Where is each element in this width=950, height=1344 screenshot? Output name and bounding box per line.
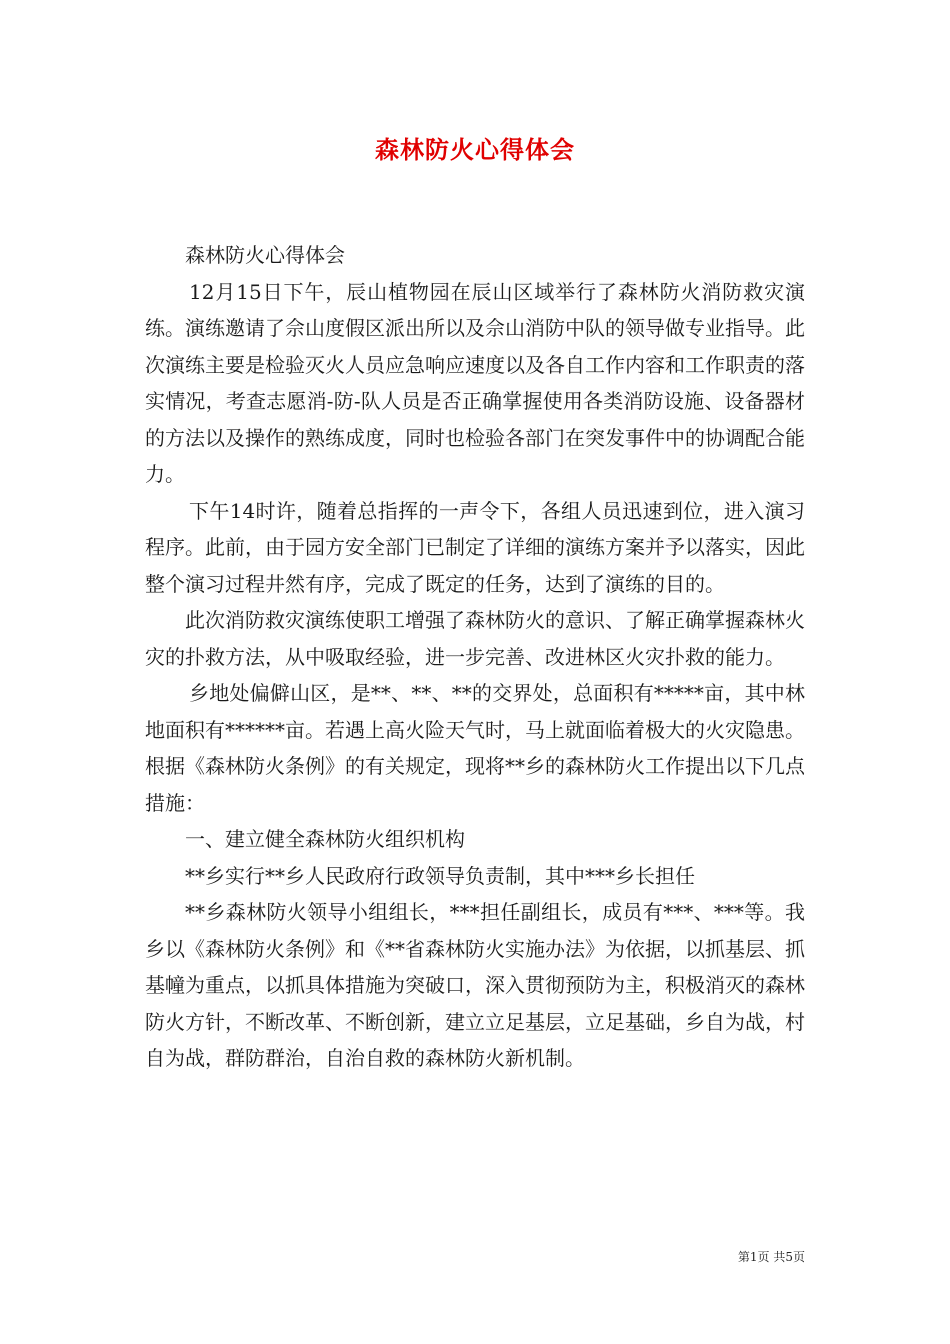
paragraph-heading: 森林防火心得体会 [185, 243, 345, 267]
paragraph: 下午14时许，随着总指挥的一声令下，各组人员迅速到位，进入演习程序。此前，由于园方安全部门已制定了详细的演练方案并予以落实，因此整个演习过程井然有序，完成了既定的任务，达到了演练的目的。 [145, 498, 805, 596]
page-number: 第1页 共5页 [737, 1250, 805, 1264]
paragraph: **乡森林防火领导小组组长，***担任副组长，成员有***、***等。我乡以《森林防火条例》和《**省森林防火实施办法》为依据，以抓基层、抓基幢为重点，以抓具体措施为突破口，深入贯彻预防为主，积极消灭的森林防火方针，不断改革、不断创新，建立立足基层，立足基础，乡自为战，村自为战，群防群治，自治自救的森林防火新机制。 [145, 900, 805, 1070]
paragraph: **乡实行**乡人民政府行政领导负责制，其中***乡长担任 [185, 863, 695, 888]
document-title: 森林防火心得体会 [375, 135, 575, 164]
paragraph: 此次消防救灾演练使职工增强了森林防火的意识、了解正确掌握森林火灾的扑救方法，从中吸取经验，进一步完善、改进林区火灾扑救的能力。 [145, 608, 805, 669]
section-heading: 一、建立健全森林防火组织机构 [185, 827, 465, 851]
paragraph: 乡地处偏僻山区，是**、**、**的交界处，总面积有*****亩，其中林地面积有******亩。若遇上高火险天气时，马上就面临着极大的火灾隐患。根据《森林防火条例》的有关规定，现将**乡的森林防火工作提出以下几点措施： [145, 681, 805, 815]
document-body [145, 237, 805, 1077]
paragraph: 12月15日下午，辰山植物园在辰山区域举行了森林防火消防救灾演练。演练邀请了佘山度假区派出所以及佘山消防中队的领导做专业指导。此次演练主要是检验灭火人员应急响应速度以及各自工作内容和工作职责的落实情况，考查志愿消-防-队人员是否正确掌握使用各类消防设施、设备器材的方法以及操作的熟练成度，同时也检验各部门在突发事件中的协调配合能力。 [145, 279, 805, 486]
